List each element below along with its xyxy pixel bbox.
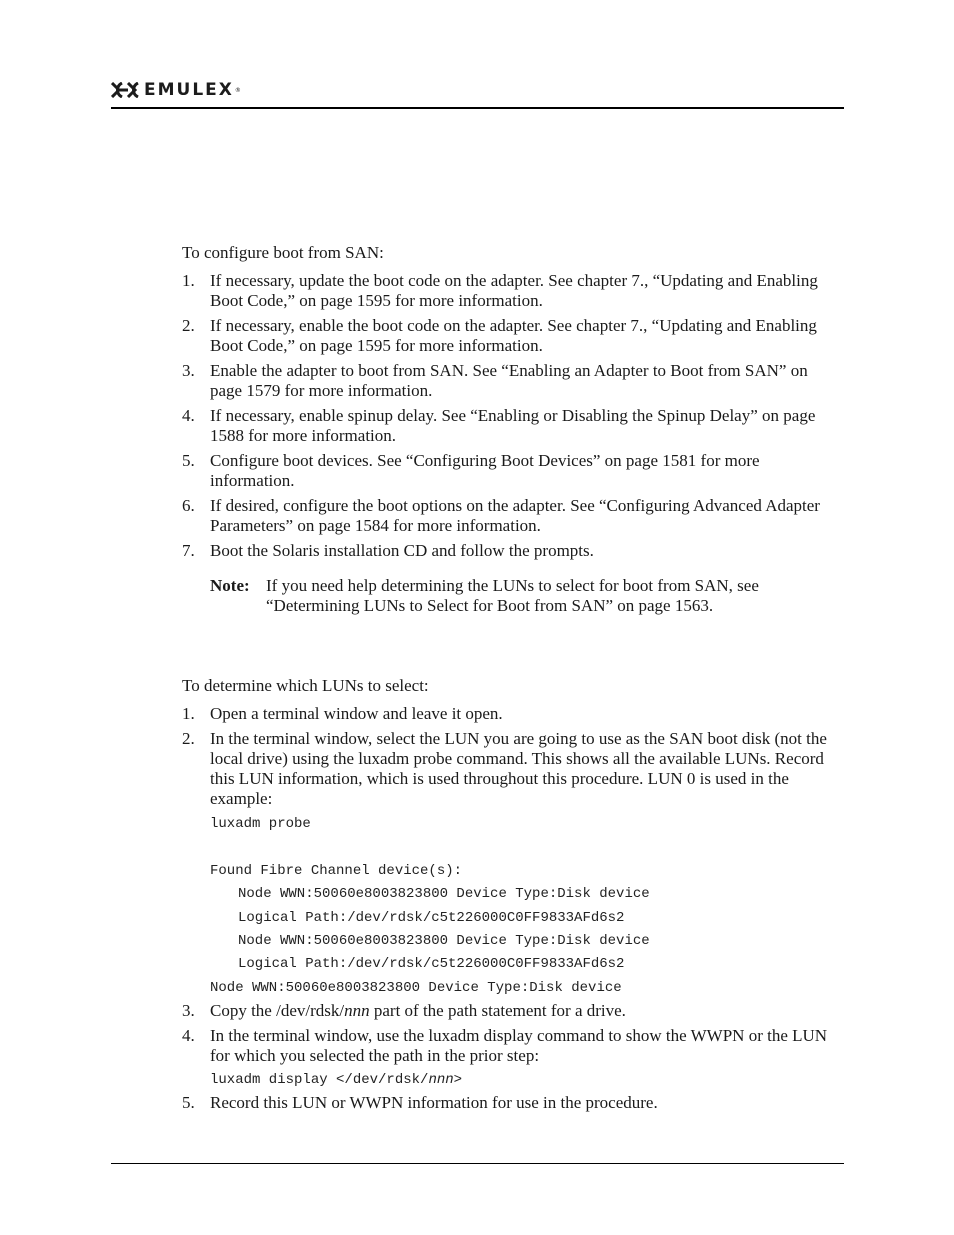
step-number: 1. — [182, 271, 195, 290]
list-item — [182, 271, 844, 311]
list-item — [182, 541, 844, 561]
step-number: 4. — [182, 406, 195, 425]
logo-text: EMULEX — [144, 80, 234, 100]
step-text: Record this LUN or WWPN information for use in the procedure. — [210, 1093, 658, 1113]
step-text: If necessary, enable spinup delay. See “Enabling or Disabling the Spinup Delay” on page 1588 for more information. — [210, 406, 816, 445]
step-number: 3. — [182, 361, 195, 380]
list-item — [182, 496, 844, 536]
step-text: If necessary, enable the boot code on the adapter. See chapter 7., “Updating and Enabling Boot Code,” on page 1595 for more information. — [210, 316, 817, 355]
step-text-italic: nnn — [344, 1001, 370, 1021]
section-intro: To determine which LUNs to select: — [182, 676, 429, 695]
list-item — [182, 1001, 844, 1021]
step-text-pre: Copy the /dev/rdsk/ — [210, 1001, 345, 1021]
list-item — [182, 704, 844, 724]
list-item — [182, 451, 844, 491]
step-text: Boot the Solaris installation CD and follow the prompts. — [210, 541, 594, 560]
list-item — [182, 1093, 844, 1113]
header-rule — [111, 107, 844, 109]
note-block — [182, 576, 844, 616]
code-line: Node WWN:50060e8003823800 Device Type:Disk device — [238, 933, 650, 950]
page-header — [111, 80, 241, 100]
footer-rule — [111, 1163, 844, 1164]
code-display-post: > — [453, 1072, 463, 1089]
code-line: Logical Path:/dev/rdsk/c5t226000C0FF9833AFd6s2 — [238, 956, 625, 973]
step-number: 5. — [182, 451, 195, 470]
step-number: 4. — [182, 1026, 195, 1046]
step-text: In the terminal window, select the LUN you are going to use as the SAN boot disk (not the local drive) using the luxadm probe command. This shows all the available LUNs. Record this LUN information, which is used throughout this procedure. LUN 0 is used in the example: — [210, 729, 827, 808]
list-item — [182, 361, 844, 401]
step-number: 5. — [182, 1093, 195, 1113]
list-item — [182, 316, 844, 356]
step-number: 6. — [182, 496, 195, 515]
note-text: If you need help determining the LUNs to select for boot from SAN, see “Determining LUNs to Select for Boot from SAN” on page 1563. — [266, 576, 759, 615]
determine-luns-section — [182, 676, 844, 1113]
code-blank-line — [210, 836, 844, 859]
section-intro: To configure boot from SAN: — [182, 243, 384, 262]
code-line: luxadm probe — [210, 816, 311, 832]
step-text: In the terminal window, use the luxadm display command to show the WWPN or the LUN for which you selected the path in the prior step: — [210, 1026, 828, 1066]
list-item — [182, 1026, 844, 1092]
code-block — [210, 813, 844, 1000]
list-item — [182, 729, 844, 1000]
step-text: Configure boot devices. See “Configuring Boot Devices” on page 1581 for more information. — [210, 451, 760, 490]
emulex-logo-icon — [111, 82, 141, 98]
step-text: Open a terminal window and leave it open. — [210, 704, 503, 723]
code-line: Found Fibre Channel device(s): — [210, 862, 463, 879]
step-number: 2. — [182, 729, 195, 748]
code-line: Node WWN:50060e8003823800 Device Type:Disk device — [210, 979, 622, 996]
configure-steps-list — [182, 271, 844, 561]
logo-trademark: ® — [234, 86, 241, 94]
note-label: Note: — [210, 576, 250, 595]
code-line: Node WWN:50060e8003823800 Device Type:Disk device — [238, 886, 650, 903]
determine-steps-list — [182, 704, 844, 1113]
code-line — [210, 1069, 844, 1092]
step-text: Enable the adapter to boot from SAN. See “Enabling an Adapter to Boot from SAN” on page 1579 for more information. — [210, 361, 808, 400]
step-number: 2. — [182, 316, 195, 335]
step-text: If necessary, update the boot code on the adapter. See chapter 7., “Updating and Enabling Boot Code,” on page 1595 for more information. — [210, 271, 818, 310]
code-line: Logical Path:/dev/rdsk/c5t226000C0FF9833AFd6s2 — [238, 909, 625, 926]
list-item — [182, 406, 844, 446]
step-number: 1. — [182, 704, 195, 723]
step-number: 7. — [182, 541, 195, 560]
code-display-italic: nnn — [428, 1072, 454, 1089]
configure-boot-section — [182, 243, 844, 616]
step-number: 3. — [182, 1001, 195, 1021]
step-text: If desired, configure the boot options on the adapter. See “Configuring Advanced Adapter Parameters” on page 1584 for more information. — [210, 496, 820, 535]
step-text-post: part of the path statement for a drive. — [369, 1001, 626, 1021]
code-display-pre: luxadm display </dev/rdsk/ — [210, 1072, 429, 1089]
